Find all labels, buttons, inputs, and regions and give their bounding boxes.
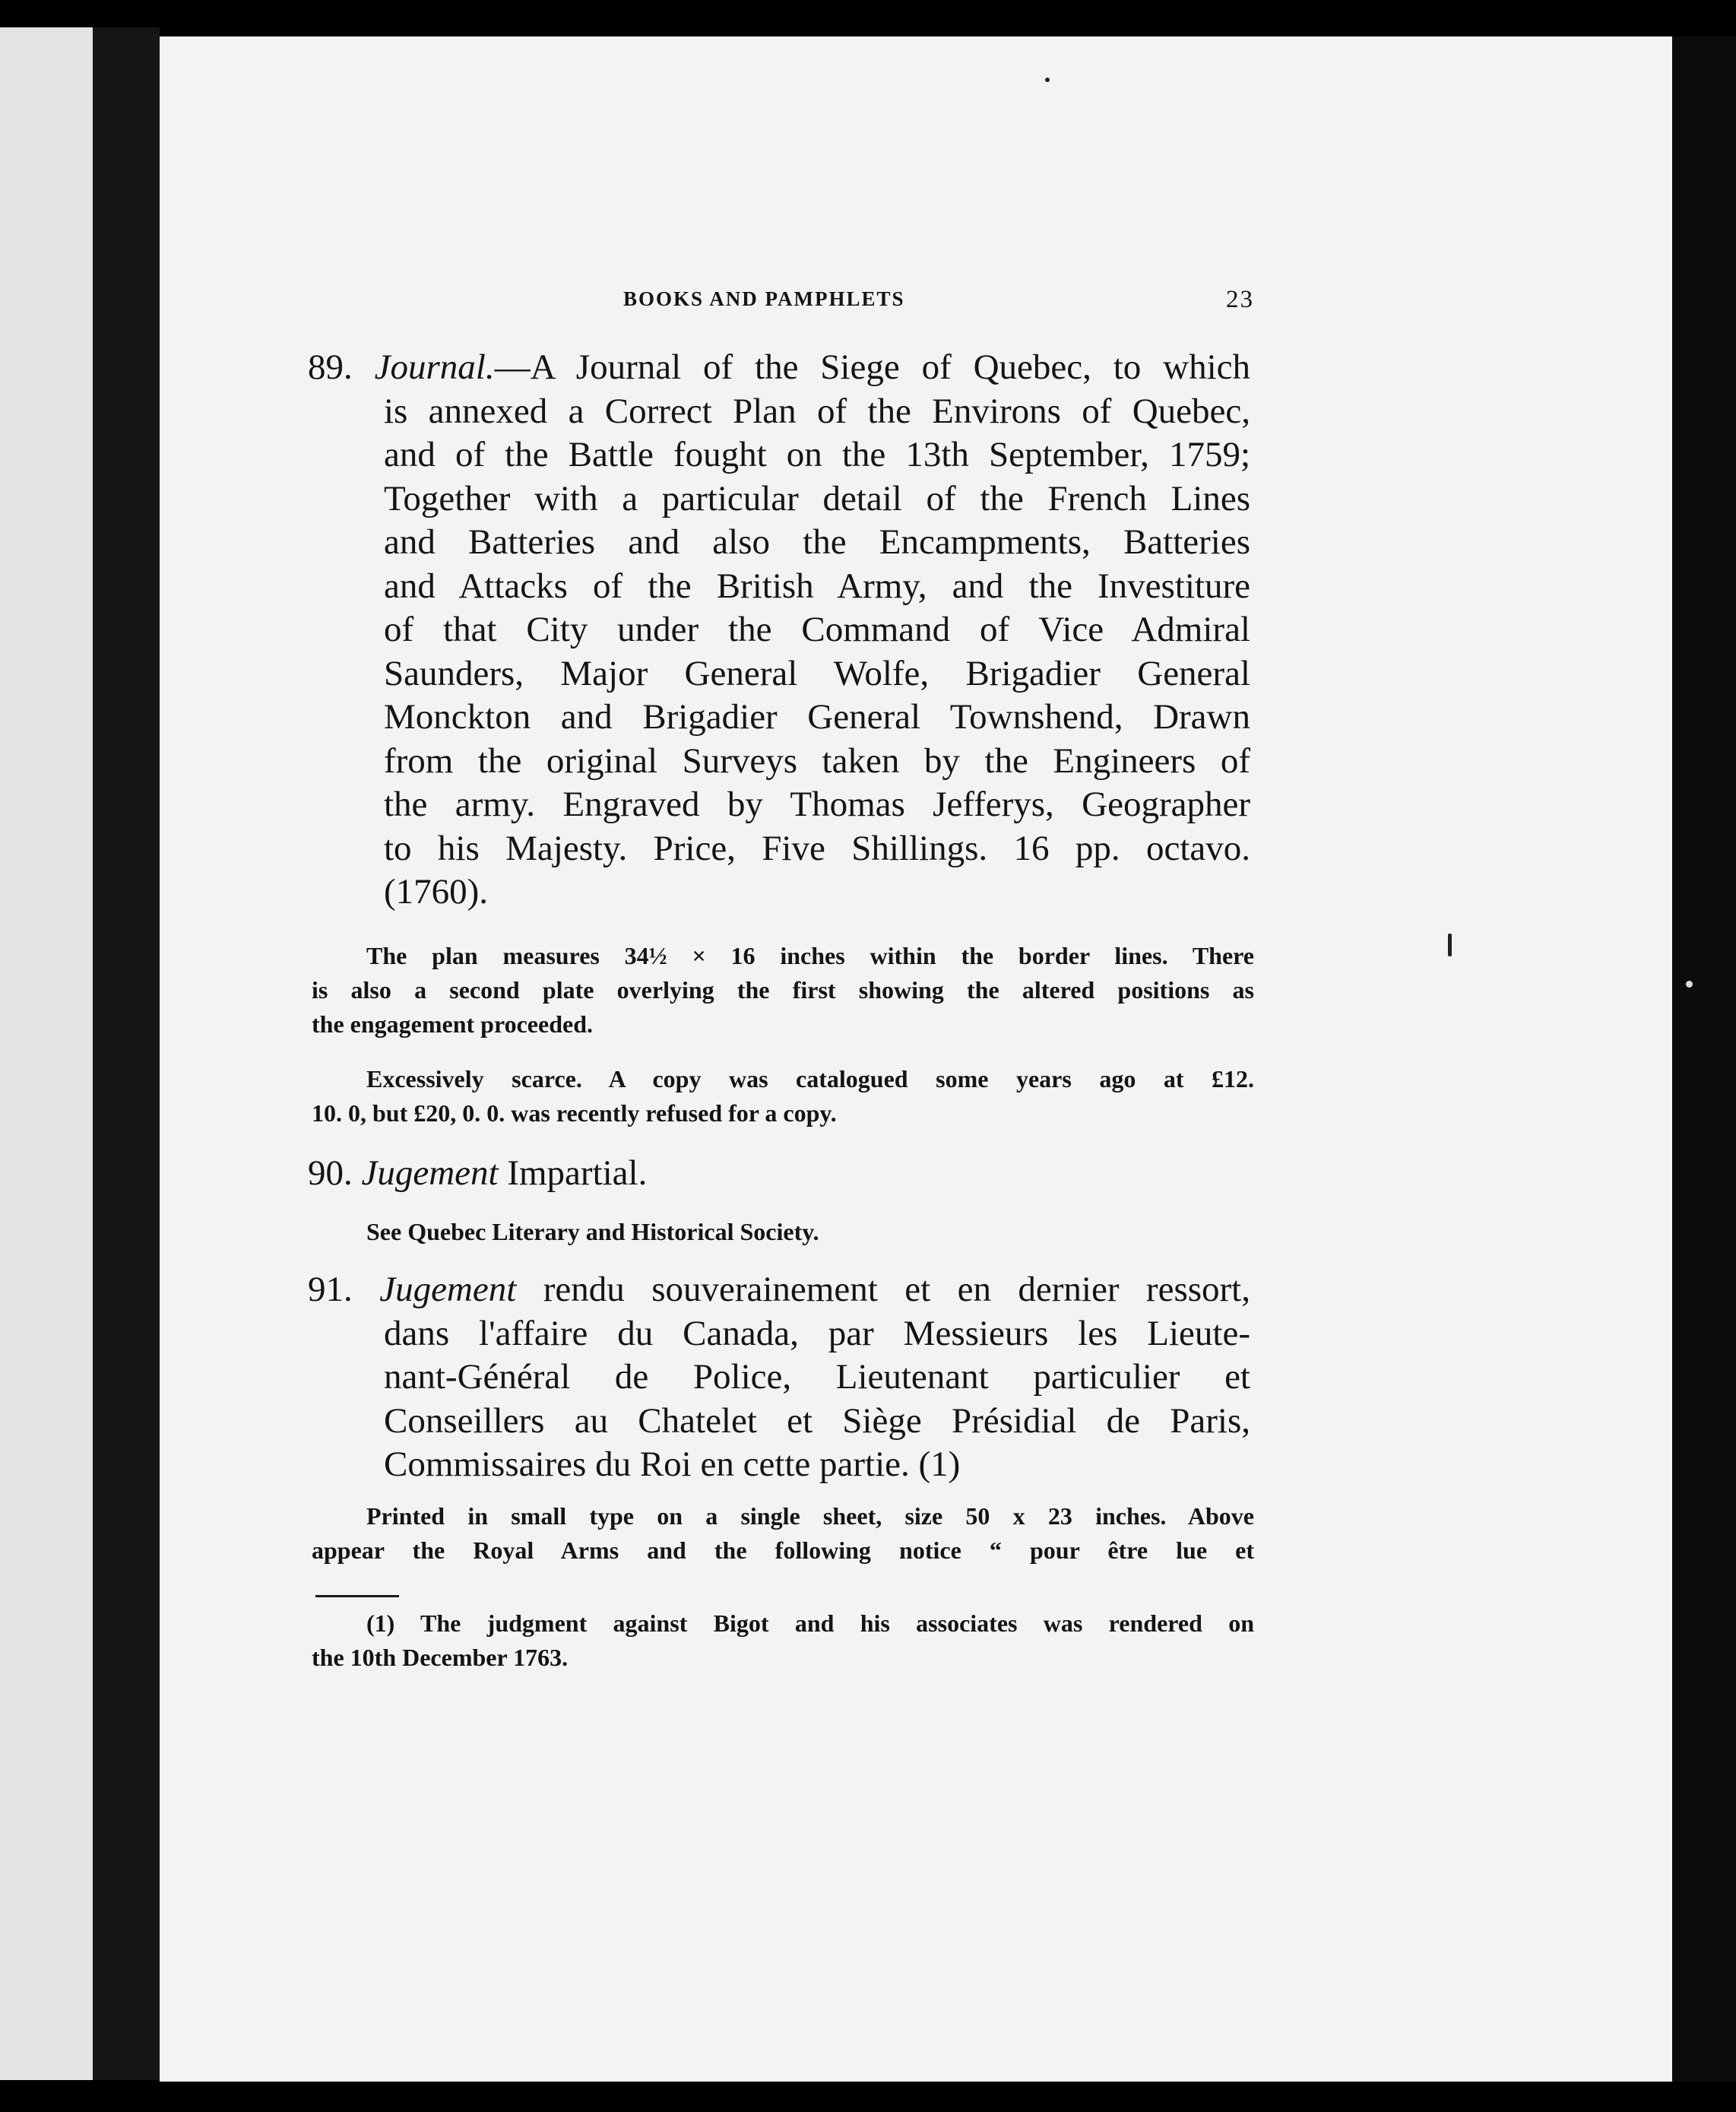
- book-page: [160, 36, 1672, 2082]
- entry-89: [308, 346, 1250, 915]
- entry-line: 89. Journal.—A Journal of the Siege of Quebec, to which: [308, 347, 1250, 387]
- entry-line: nant-Général de Police, Lieutenant particulier et: [384, 1357, 1250, 1397]
- running-head-title: BOOKS AND PAMPHLETS: [623, 287, 905, 310]
- scan-speck: [1045, 78, 1050, 82]
- note-line: is also a second plate overlying the first showing the altered positions as: [312, 976, 1254, 1004]
- entry-line: (1760).: [384, 872, 489, 912]
- footnote-line: (1) The judgment against Bigot and his associates was rendered on: [366, 1609, 1254, 1637]
- entry-line: 90. Jugement Impartial.: [308, 1153, 648, 1193]
- note-line: 10. 0, but £20, 0. 0. was recently refused for a copy.: [312, 1099, 837, 1127]
- note-line: Excessively scarce. A copy was catalogued some years ago at £12.: [366, 1065, 1254, 1092]
- page-number: 23: [1226, 286, 1254, 313]
- entry-line: Monckton and Brigadier General Townshend, Drawn: [384, 697, 1250, 737]
- footnote-rule: [315, 1595, 399, 1597]
- entry-line: 91. Jugement rendu souverainement et en dernier ressort,: [308, 1270, 1250, 1309]
- entry-line: Conseillers au Chatelet et Siège Présidial de Paris,: [384, 1400, 1250, 1441]
- entry-line: Saunders, Major General Wolfe, Brigadier General: [384, 653, 1250, 693]
- entry-line: is annexed a Correct Plan of the Environs of Quebec,: [384, 391, 1250, 431]
- footnote-line: the 10th December 1763.: [312, 1644, 569, 1671]
- facing-page-edge: [0, 27, 93, 2080]
- entry-line: dans l'affaire du Canada, par Messieurs les Lieute-: [384, 1313, 1250, 1353]
- entry-line: to his Majesty. Price, Five Shillings. 16 pp. octavo.: [384, 828, 1250, 868]
- entry-number: 91.: [308, 1270, 353, 1309]
- entry-line: from the original Surveys taken by the Engineers of: [384, 740, 1250, 781]
- entry-89-note-2: [312, 1062, 1254, 1131]
- entry-keyword: Journal.: [374, 347, 495, 387]
- entry-line: and of the Battle fought on the 13th September, 1759;: [384, 435, 1250, 474]
- footnote: [312, 1606, 1254, 1675]
- note-line: the engagement proceeded.: [312, 1010, 593, 1038]
- scan-speck: [1686, 981, 1693, 988]
- entry-91: [308, 1268, 1250, 1487]
- entry-91-note: [312, 1499, 1254, 1568]
- entry-line: the army. Engraved by Thomas Jefferys, Geographer: [384, 785, 1250, 824]
- entry-line: Together with a particular detail of the French Lines: [384, 478, 1250, 518]
- entry-keyword: Jugement: [379, 1270, 517, 1309]
- note-line: See Quebec Literary and Historical Society.: [366, 1218, 819, 1245]
- page-border-dark: [1672, 36, 1736, 2082]
- entry-number: 90.: [308, 1153, 353, 1193]
- note-line: The plan measures 34½ × 16 inches within the border lines. There: [366, 942, 1254, 969]
- entry-90: [308, 1152, 1250, 1196]
- note-line: appear the Royal Arms and the following notice “ pour être lue et: [312, 1536, 1254, 1564]
- entry-number: 89.: [308, 347, 353, 387]
- entry-89-note-1: [312, 939, 1254, 1042]
- running-header: [464, 287, 1254, 318]
- entry-line: and Batteries and also the Encampments, Batteries: [384, 522, 1250, 562]
- entry-line: Commissaires du Roi en cette partie. (1): [384, 1444, 961, 1484]
- entry-line: of that City under the Command of Vice Admiral: [384, 610, 1250, 649]
- scan-speck: [1448, 934, 1452, 956]
- entry-90-note: [312, 1215, 1254, 1249]
- entry-line: and Attacks of the British Army, and the Investiture: [384, 566, 1250, 606]
- binding-shadow: [93, 27, 160, 2080]
- entry-keyword: Jugement: [361, 1153, 499, 1193]
- note-line: Printed in small type on a single sheet, size 50 x 23 inches. Above: [366, 1502, 1254, 1530]
